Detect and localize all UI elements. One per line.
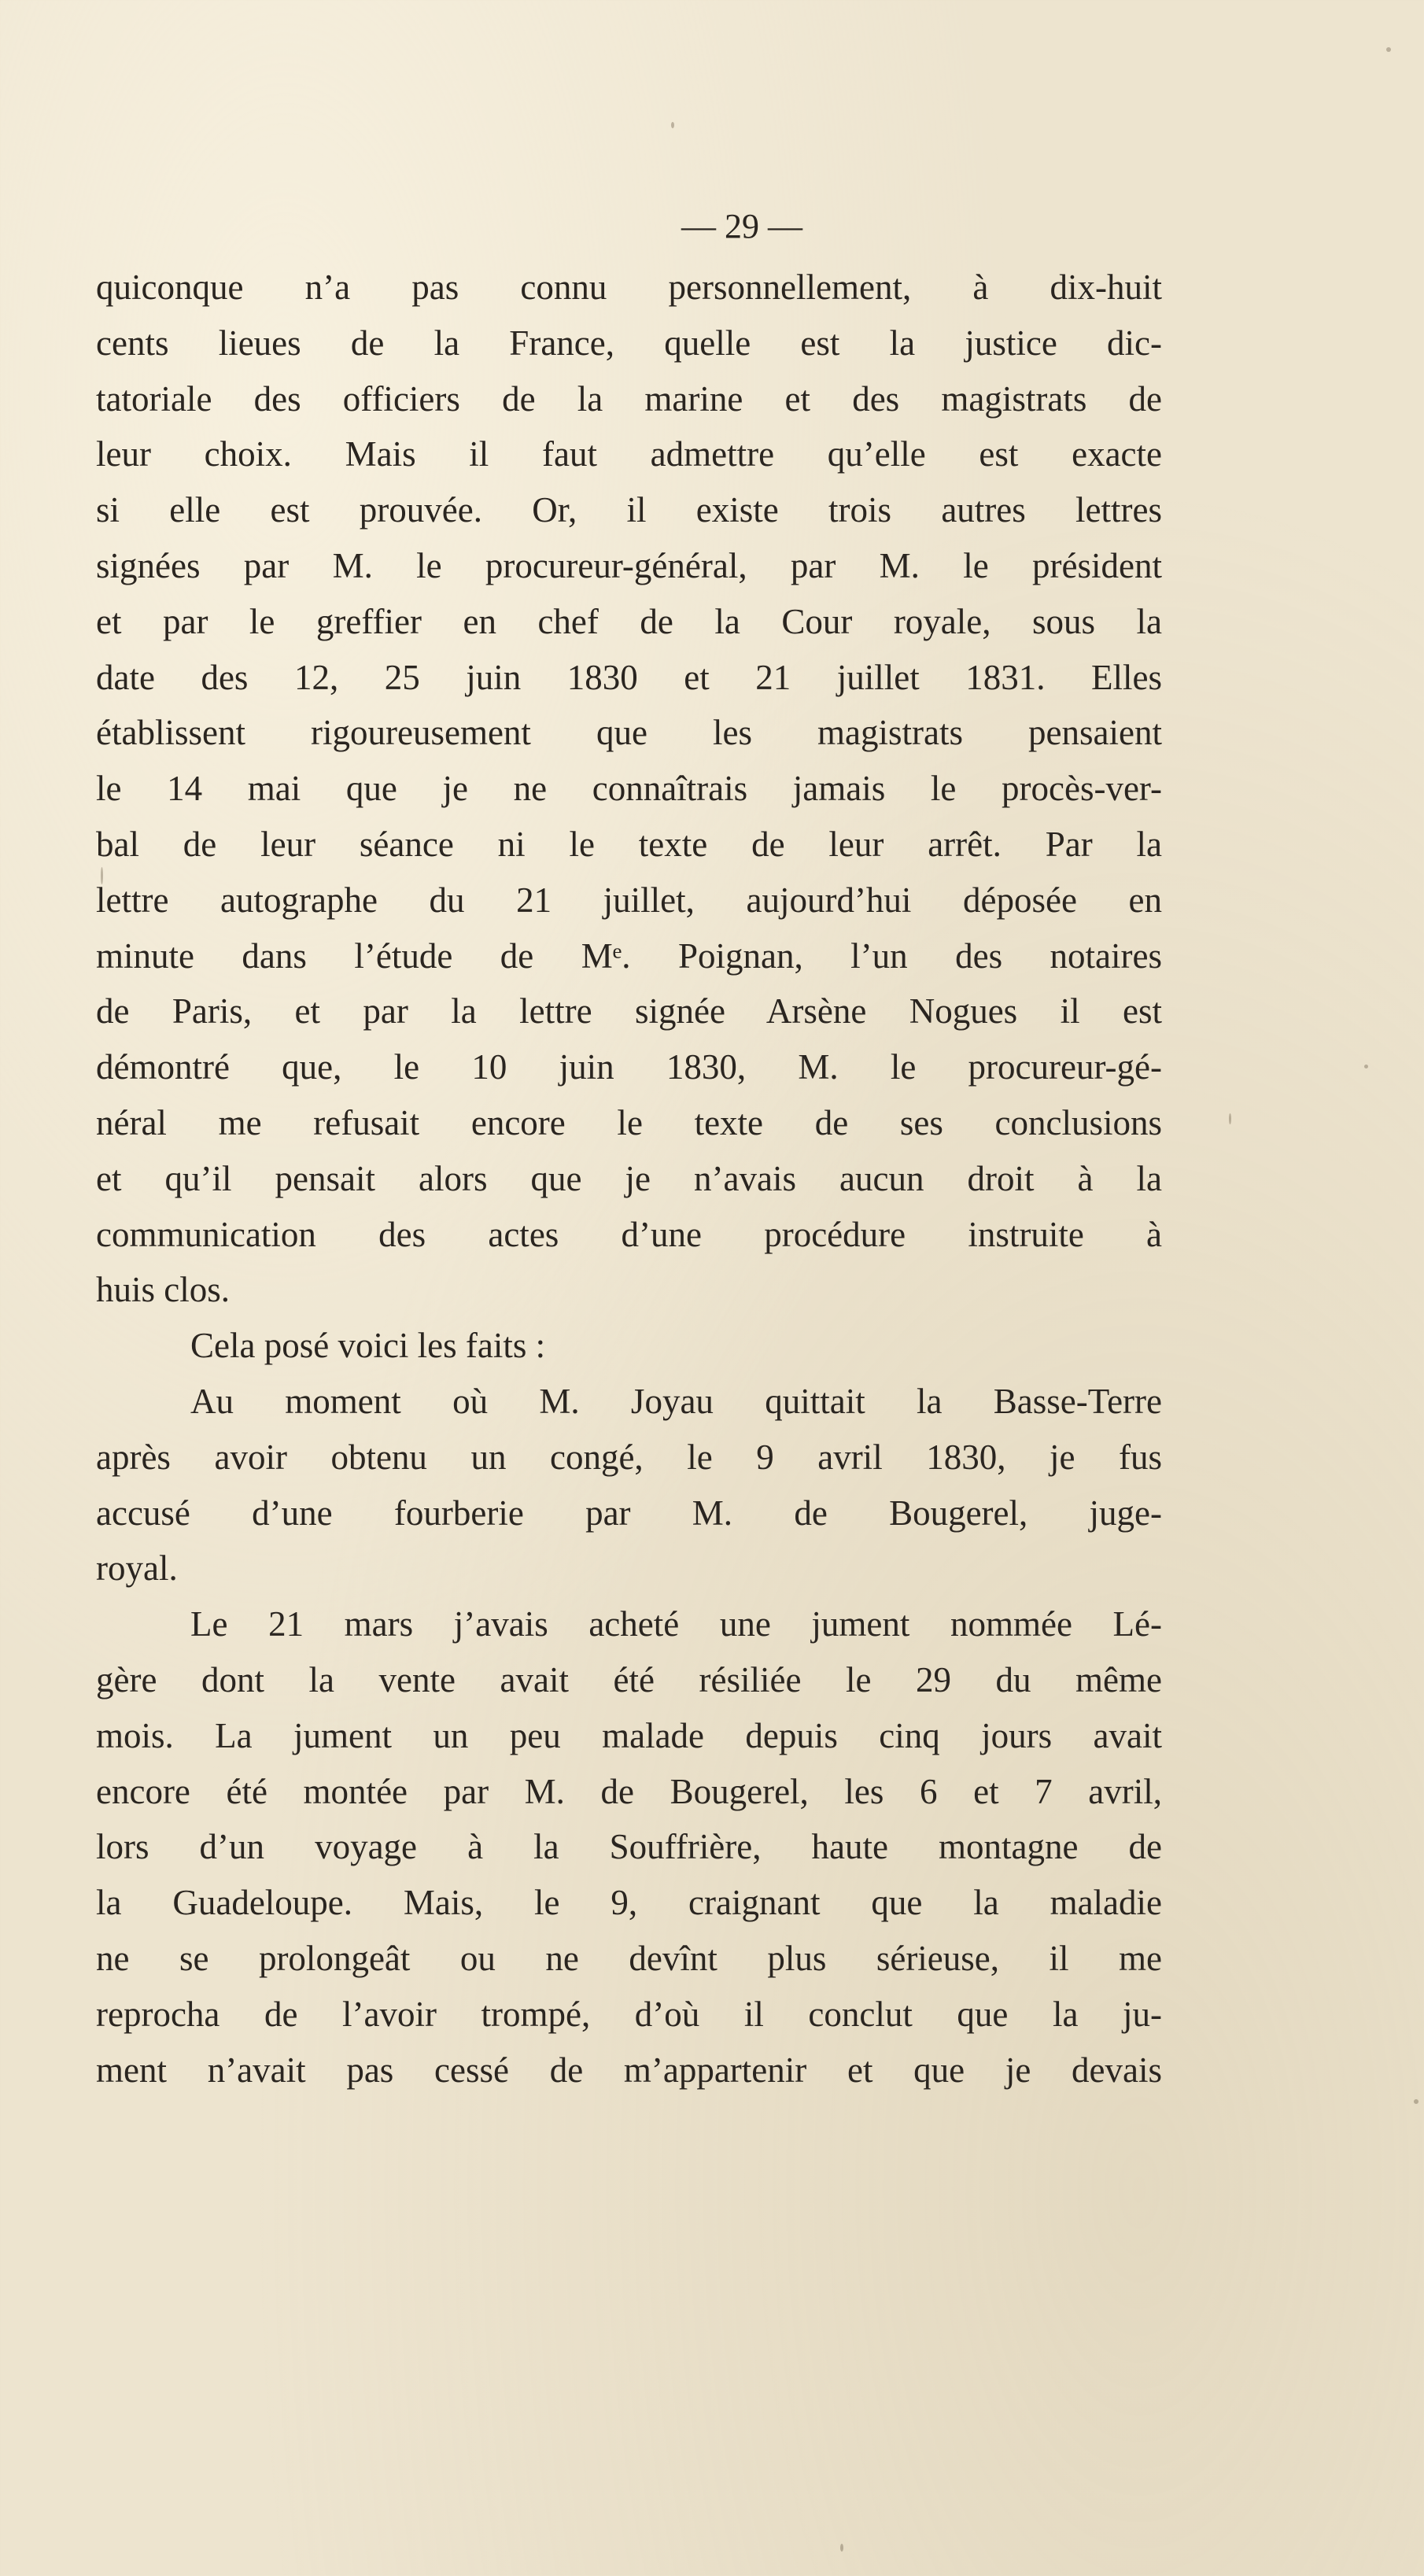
text-line: et qu’il pensait alors que je n’avais aucun droit à la <box>96 1158 1162 1198</box>
text-line: encore été montée par M. de Bougerel, les 6 et 7 avril, <box>96 1771 1162 1811</box>
text-line: établissent rigoureusement que les magistrats pensaient <box>96 713 1162 753</box>
text-line: démontré que, le 10 juin 1830, M. le procureur-gé- <box>96 1047 1162 1087</box>
page-number: — 29 — <box>681 207 802 245</box>
text-line: huis clos. <box>96 1270 231 1310</box>
body-text <box>96 260 1162 2098</box>
text-line: Le 21 mars j’avais acheté une jument nommée Lé- <box>190 1604 1162 1644</box>
paper-speck <box>1414 2099 1418 2104</box>
text-line: ment n’avait pas cessé de m’appartenir et que je devais <box>96 2050 1162 2090</box>
text-line: signées par M. le procureur-général, par M. le président <box>96 545 1162 585</box>
text-line: la Guadeloupe. Mais, le 9, craignant que la maladie <box>96 1883 1162 1923</box>
text-line: si elle est prouvée. Or, il existe trois autres lettres <box>96 490 1162 530</box>
text-line: mois. La jument un peu malade depuis cinq jours avait <box>96 1715 1162 1755</box>
text-line: Au moment où M. Joyau quittait la Basse-Terre <box>190 1381 1162 1421</box>
text-line: après avoir obtenu un congé, le 9 avril 1830, je fus <box>96 1437 1162 1477</box>
paper-speck <box>1364 1065 1368 1068</box>
text-line: gère dont la vente avait été résiliée le 29 du même <box>96 1659 1162 1699</box>
paper-speck <box>1229 1113 1231 1124</box>
text-line: lors d’un voyage à la Souffrière, haute montagne de <box>96 1827 1162 1867</box>
text-line: ne se prolongeât ou ne devînt plus sérieuse, il me <box>96 1938 1162 1978</box>
text-line: communication des actes d’une procédure instruite à <box>96 1214 1162 1254</box>
paper-speck <box>1386 47 1391 52</box>
text-line: accusé d’une fourberie par M. de Bougerel, juge- <box>96 1493 1162 1533</box>
text-line: cents lieues de la France, quelle est la justice dic- <box>96 323 1162 363</box>
text-line: lettre autographe du 21 juillet, aujourd’hui déposée en <box>96 880 1162 920</box>
text-line: royal. <box>96 1548 178 1589</box>
text-line: minute dans l’étude de Mᵉ. Poignan, l’un des notaires <box>96 936 1162 976</box>
text-line: quiconque n’a pas connu personnellement, à dix-huit <box>96 268 1162 307</box>
text-line: bal de leur séance ni le texte de leur arrêt. Par la <box>96 824 1162 864</box>
text-line: de Paris, et par la lettre signée Arsène Nogues il est <box>96 991 1162 1032</box>
text-line: leur choix. Mais il faut admettre qu’elle est exacte <box>96 434 1162 474</box>
text-line: tatoriale des officiers de la marine et des magistrats de <box>96 378 1162 419</box>
text-line: néral me refusait encore le texte de ses conclusions <box>96 1102 1162 1142</box>
paper-speck <box>671 122 674 128</box>
text-line: le 14 mai que je ne connaîtrais jamais le procès-ver- <box>96 769 1162 809</box>
text-line: reprocha de l’avoir trompé, d’où il conclut que la ju- <box>96 1994 1162 2034</box>
text-line: date des 12, 25 juin 1830 et 21 juillet 1831. Elles <box>96 657 1162 697</box>
text-line: Cela posé voici les faits : <box>190 1326 546 1366</box>
text-line: et par le greffier en chef de la Cour royale, sous la <box>96 601 1162 641</box>
paper-speck <box>101 867 103 884</box>
paper-speck <box>840 2544 843 2552</box>
